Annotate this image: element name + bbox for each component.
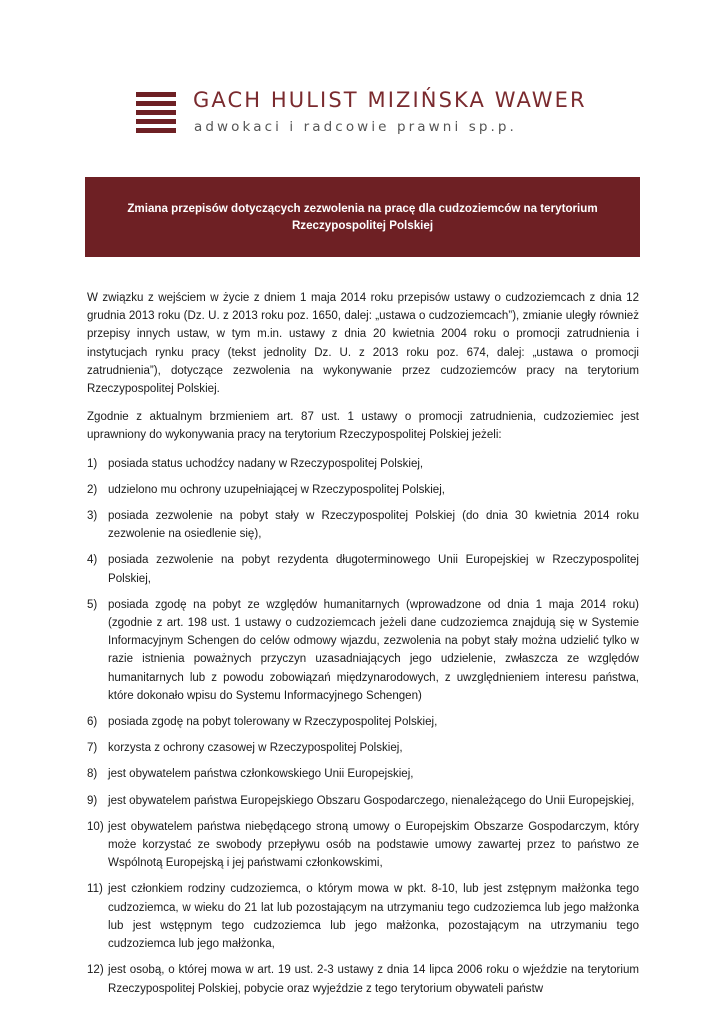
list-item-number: 5) xyxy=(87,598,98,611)
list-item-text: jest obywatelem państwa Europejskiego Obszaru Gospodarczego, nienależącego do Unii Europejskiej, xyxy=(108,794,635,807)
list-item-text: posiada zezwolenie na pobyt rezydenta długoterminowego Unii Europejskiej w Rzeczypospolitej Polskiej, xyxy=(108,554,639,585)
list-item-number: 12) xyxy=(87,964,104,977)
list-item xyxy=(87,481,639,499)
list-item-text: korzysta z ochrony czasowej w Rzeczypospolitej Polskiej, xyxy=(108,742,403,755)
list-item xyxy=(87,765,639,783)
document-body xyxy=(87,289,639,1006)
list-item xyxy=(87,455,639,473)
list-item-number: 11) xyxy=(87,883,103,896)
intro-paragraph: W związku z wejściem w życie z dniem 1 maja 2014 roku przepisów ustawy o cudzoziemcach z dnia 12 grudnia 2013 roku (Dz. U. z 2013 roku poz. 1650, dalej: „ustawa o cudzoziemcach”), zmianie uległy również przepisy innych ustaw, w tym m.in. ustawy z dnia 20 kwietnia 2004 roku o promocji zatrudnienia i instytucjach rynku pracy (tekst jednolity Dz. U. z 2013 roku poz. 674, dalej: „ustawa o promocji zatrudnienia”), dotyczące zezwolenia na wykonywanie przez cudzoziemców pracy na terytorium Rzeczypospolitej Polskiej. xyxy=(87,292,639,396)
list-item xyxy=(87,880,639,953)
list-item-number: 4) xyxy=(87,554,98,567)
firm-subtitle: adwokaci i radcowie prawni sp.p. xyxy=(194,119,517,135)
list-item-number: 1) xyxy=(87,457,98,470)
letterhead xyxy=(136,88,606,140)
list-item xyxy=(87,596,639,705)
list-item xyxy=(87,739,639,757)
firm-name: GACH HULIST MIZIŃSKA WAWER xyxy=(193,88,587,112)
document-title: Zmiana przepisów dotyczących zezwolenia na pracę dla cudzoziemców na terytorium Rzeczypospolitej Polskiej xyxy=(127,202,598,232)
list-item-number: 6) xyxy=(87,716,98,729)
list-item-text: posiada zgodę na pobyt tolerowany w Rzeczypospolitej Polskiej, xyxy=(108,716,438,729)
list-item-text: jest obywatelem państwa członkowskiego Unii Europejskiej, xyxy=(108,768,414,781)
conditions-intro-paragraph: Zgodnie z aktualnym brzmieniem art. 87 ust. 1 ustawy o promocji zatrudnienia, cudzoziemiec jest uprawniony do wykonywania pracy na terytorium Rzeczypospolitej Polskiej jeżeli: xyxy=(87,411,639,442)
list-item-text: udzielono mu ochrony uzupełniającej w Rzeczypospolitej Polskiej, xyxy=(108,483,445,496)
list-item xyxy=(87,713,639,731)
list-item-text: jest członkiem rodziny cudzoziemca, o którym mowa w pkt. 8-10, lub jest zstępnym małżonka tego cudzoziemca, w wieku do 21 lat lub pozostającym na utrzymaniu tego cudzoziemca lub jego małżonka lub jest wstępnym tego cudzoziemca lub jego małżonka, pozostającym na utrzymaniu tego cudzoziemca lub jego małżonka, xyxy=(108,883,639,951)
list-item xyxy=(87,961,639,997)
list-item-text: posiada zezwolenie na pobyt stały w Rzeczypospolitej Polskiej (do dnia 30 kwietnia 2014 roku zezwolenie na osiedlenie się), xyxy=(108,510,639,541)
list-item-text: jest osobą, o której mowa w art. 19 ust. 2-3 ustawy z dnia 14 lipca 2006 roku o wjeździe na terytorium Rzeczypospolitej Polskiej, pobycie oraz wyjeździe z tego terytorium obywateli państw xyxy=(108,964,639,995)
list-item-number: 9) xyxy=(87,794,98,807)
list-item-number: 7) xyxy=(87,742,98,755)
conditions-list xyxy=(87,455,639,998)
list-item xyxy=(87,818,639,873)
firm-logo-bars xyxy=(136,92,176,136)
list-item-text: jest obywatelem państwa niebędącego stroną umowy o Europejskim Obszarze Gospodarczym, który może korzystać ze swobody przepływu osób na podstawie umowy zawartej przez to państwo ze Wspólnotą Europejską i jej państwami członkowskimi, xyxy=(108,820,639,870)
list-item-number: 10) xyxy=(87,820,104,833)
list-item-number: 3) xyxy=(87,510,98,523)
title-banner xyxy=(85,177,640,257)
list-item-number: 8) xyxy=(87,768,98,781)
list-item-text: posiada zgodę na pobyt ze względów humanitarnych (wprowadzone od dnia 1 maja 2014 roku) (zgodnie z art. 198 ust. 1 ustawy o cudzoziemcach jeżeli dane cudzoziemca znajdują się w Systemie Informacyjnym Schengen do celów odmowy wjazdu, zezwolenia na pobyt stały można udzielić tylko w razie istnienia poważnych przyczyn uzasadniających jego udzielenie, zwłaszcza ze względów humanitarnych lub z powodu zobowiązań międzynarodowych, z uwzględnieniem interesu państwa, które dokonało wpisu do Systemu Informacyjnego Schengen) xyxy=(108,598,639,702)
list-item xyxy=(87,551,639,587)
list-item xyxy=(87,792,639,810)
list-item-number: 2) xyxy=(87,483,98,496)
list-item xyxy=(87,507,639,543)
list-item-text: posiada status uchodźcy nadany w Rzeczypospolitej Polskiej, xyxy=(108,457,424,470)
